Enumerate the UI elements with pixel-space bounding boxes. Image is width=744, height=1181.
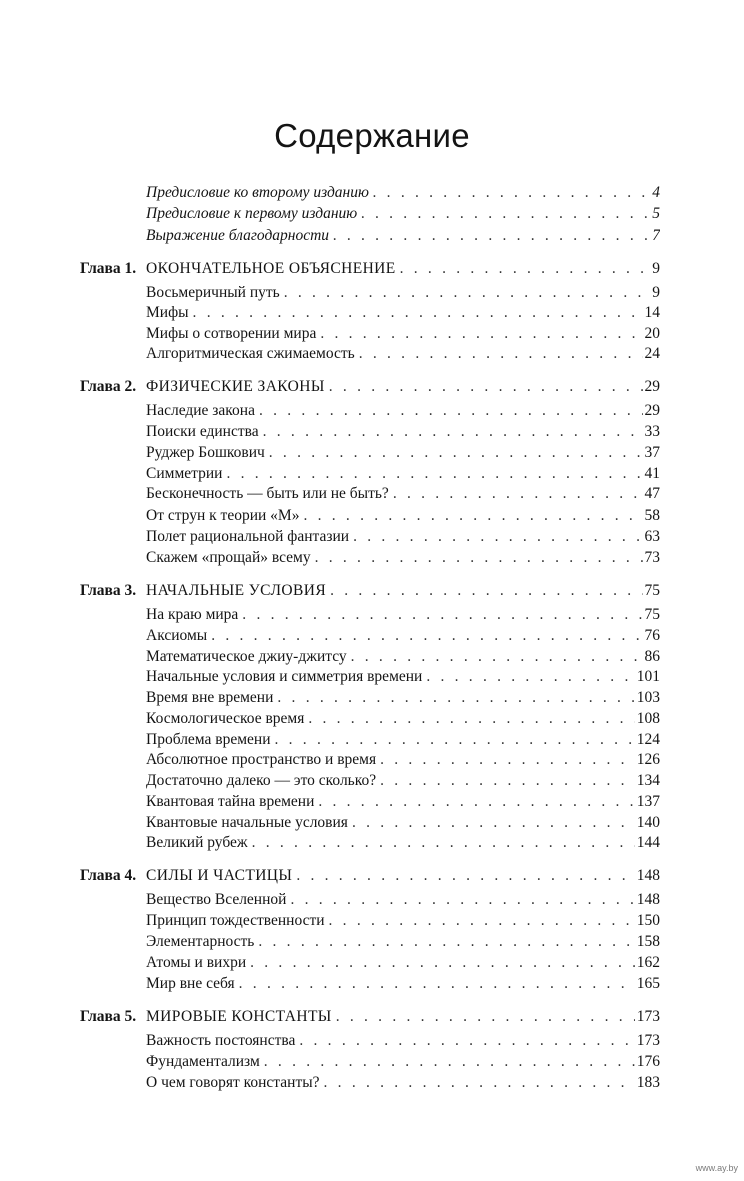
toc-section-entry[interactable] [146, 792, 660, 812]
toc-entry-page: 144 [636, 834, 660, 851]
toc-entry-page: 9 [652, 284, 660, 301]
toc-entry-page: 33 [644, 423, 660, 440]
chapter-number: Глава 2. [80, 378, 137, 395]
dot-leader [329, 911, 635, 931]
toc-entry-label: Скажем «прощай» всему [146, 549, 311, 566]
chapter-number: Глава 4. [80, 867, 137, 884]
chapter-title: ФИЗИЧЕСКИЕ ЗАКОНЫ [146, 378, 325, 395]
toc-entry-page: 108 [636, 710, 660, 727]
toc-entry-page: 76 [644, 627, 660, 644]
toc-section-entry[interactable] [146, 422, 660, 442]
dot-leader [380, 750, 635, 770]
toc-entry-label: Алгоритмическая сжимаемость [146, 345, 355, 362]
toc-entry-page: 63 [644, 528, 660, 545]
toc-entry-label: Абсолютное пространство и время [146, 751, 377, 768]
toc-entry-page: 58 [644, 507, 660, 524]
chapter-title: МИРОВЫЕ КОНСТАНТЫ [146, 1008, 332, 1025]
toc-entry-page: 137 [636, 793, 660, 810]
toc-preface-entry[interactable] [146, 226, 660, 246]
toc-section-entry[interactable] [146, 890, 660, 910]
chapter-number: Глава 1. [80, 260, 137, 277]
toc-entry-label: Элементарность [146, 933, 255, 950]
toc-chapter-entry[interactable] [146, 1007, 660, 1027]
toc-entry-label: Мир вне себя [146, 975, 235, 992]
toc-entry-page: 148 [636, 867, 660, 884]
toc-entry-page: 37 [644, 444, 660, 461]
toc-section-entry[interactable] [146, 283, 660, 303]
dot-leader [373, 183, 650, 203]
dot-leader [324, 1073, 635, 1093]
toc-entry-label: Предисловие к первому изданию [146, 205, 358, 222]
dot-leader [380, 771, 635, 791]
toc-section-entry[interactable] [146, 324, 660, 344]
toc-entry-label: Время вне времени [146, 689, 274, 706]
toc-entry-label: Наследие закона [146, 402, 255, 419]
toc-section-entry[interactable] [146, 647, 660, 667]
dot-leader [296, 866, 634, 886]
dot-leader [259, 401, 643, 421]
toc-section-entry[interactable] [146, 771, 660, 791]
toc-section-entry[interactable] [146, 1031, 660, 1051]
watermark: www.ay.by [695, 1163, 738, 1173]
dot-leader [330, 581, 642, 601]
chapter-title: НАЧАЛЬНЫЕ УСЛОВИЯ [146, 582, 327, 599]
toc-section-entry[interactable] [146, 953, 660, 973]
toc-section-entry[interactable] [146, 688, 660, 708]
toc-entry-label: Восьмеричный путь [146, 284, 280, 301]
toc-entry-label: Выражение благодарности [146, 227, 330, 244]
toc-entry-page: 24 [644, 345, 660, 362]
toc-entry-label: Аксиомы [146, 627, 208, 644]
toc-entry-page: 124 [636, 731, 660, 748]
dot-leader [290, 890, 634, 910]
toc-section-entry[interactable] [146, 443, 660, 463]
toc-entry-label: Великий рубеж [146, 834, 248, 851]
toc-entry-label: Предисловие ко второму изданию [146, 184, 369, 201]
toc-entry-page: 29 [644, 378, 660, 395]
toc-section-entry[interactable] [146, 527, 660, 547]
dot-leader [263, 422, 643, 442]
toc-entry-page: 173 [636, 1032, 660, 1049]
toc-chapter-entry[interactable] [146, 581, 660, 601]
toc-entry-label: Вещество Вселенной [146, 891, 287, 908]
toc-section-entry[interactable] [146, 709, 660, 729]
dot-leader [264, 1052, 635, 1072]
toc-entry-page: 20 [644, 325, 660, 342]
dot-leader [258, 932, 634, 952]
toc-section-entry[interactable] [146, 626, 660, 646]
toc-preface-entry[interactable] [146, 204, 660, 224]
toc-section-entry[interactable] [146, 506, 660, 526]
toc-entry-page: 9 [652, 260, 660, 277]
dot-leader [303, 506, 642, 526]
toc-entry-page: 14 [644, 304, 660, 321]
dot-leader [252, 833, 635, 853]
toc-section-entry[interactable] [146, 303, 660, 323]
toc-entry-page: 103 [636, 689, 660, 706]
dot-leader [275, 730, 635, 750]
chapter-number: Глава 5. [80, 1008, 137, 1025]
dot-leader [277, 688, 634, 708]
toc-entry-page: 162 [636, 954, 660, 971]
dot-leader [400, 259, 651, 279]
toc-section-entry[interactable] [146, 667, 660, 687]
toc-entry-page: 148 [636, 891, 660, 908]
toc-entry-page: 101 [636, 668, 660, 685]
dot-leader [359, 344, 643, 364]
toc-entry-label: Полет рациональной фантазии [146, 528, 350, 545]
toc-entry-label: Квантовая тайна времени [146, 793, 315, 810]
dot-leader [193, 303, 643, 323]
dot-leader [211, 626, 642, 646]
toc-section-entry[interactable] [146, 813, 660, 833]
dot-leader [361, 204, 650, 224]
toc-chapter-entry[interactable] [146, 259, 660, 279]
toc-entry-page: 165 [636, 975, 660, 992]
toc-section-entry[interactable] [146, 1073, 660, 1093]
dot-leader [351, 647, 643, 667]
dot-leader [336, 1007, 635, 1027]
toc-section-entry[interactable] [146, 548, 660, 568]
toc-entry-label: Мифы о сотворении мира [146, 325, 317, 342]
toc-section-entry[interactable] [146, 974, 660, 994]
toc-section-entry[interactable] [146, 401, 660, 421]
toc-entry-label: На краю мира [146, 606, 239, 623]
toc-entry-label: Атомы и вихри [146, 954, 247, 971]
toc-entry-label: Космологическое время [146, 710, 305, 727]
toc-entry-page: 140 [636, 814, 660, 831]
toc-entry-label: От струн к теории «М» [146, 507, 300, 524]
toc-entry-page: 126 [636, 751, 660, 768]
dot-leader [250, 953, 635, 973]
toc-entry-page: 4 [652, 184, 660, 201]
toc-entry-label: Начальные условия и симметрия времени [146, 668, 423, 685]
dot-leader [239, 974, 635, 994]
chapter-title: СИЛЫ И ЧАСТИЦЫ [146, 867, 293, 884]
toc-entry-label: Математическое джиу-джитсу [146, 648, 347, 665]
toc-entry-label: Квантовые начальные условия [146, 814, 348, 831]
toc-entry-page: 47 [644, 485, 660, 502]
toc-section-entry[interactable] [146, 750, 660, 770]
dot-leader [269, 443, 643, 463]
dot-leader [284, 283, 651, 303]
dot-leader [299, 1031, 634, 1051]
toc-section-entry[interactable] [146, 932, 660, 952]
dot-leader [242, 605, 642, 625]
toc-chapter-entry[interactable] [146, 866, 660, 886]
toc-entry-page: 73 [644, 549, 660, 566]
toc-section-entry[interactable] [146, 464, 660, 484]
toc-section-entry[interactable] [146, 730, 660, 750]
toc-entry-label: Принцип тождественности [146, 912, 325, 929]
dot-leader [315, 548, 643, 568]
toc-entry-page: 158 [636, 933, 660, 950]
chapter-number: Глава 3. [80, 582, 137, 599]
toc-entry-label: Важность постоянства [146, 1032, 296, 1049]
toc-entry-label: О чем говорят константы? [146, 1074, 320, 1091]
dot-leader [333, 226, 650, 246]
toc-section-entry[interactable] [146, 344, 660, 364]
toc-entry-page: 183 [636, 1074, 660, 1091]
chapter-title: ОКОНЧАТЕЛЬНОЕ ОБЪЯСНЕНИЕ [146, 260, 396, 277]
toc-entry-page: 150 [636, 912, 660, 929]
toc-entry-page: 29 [644, 402, 660, 419]
toc-chapter-entry[interactable] [146, 377, 660, 397]
toc-entry-page: 134 [636, 772, 660, 789]
toc-section-entry[interactable] [146, 1052, 660, 1072]
toc-entry-label: Проблема времени [146, 731, 271, 748]
toc-entry-page: 41 [644, 465, 660, 482]
toc-section-entry[interactable] [146, 484, 660, 504]
dot-leader [426, 667, 634, 687]
dot-leader [320, 324, 642, 344]
toc-section-entry[interactable] [146, 605, 660, 625]
dot-leader [393, 484, 643, 504]
toc-entry-label: Мифы [146, 304, 189, 321]
toc-entry-label: Поиски единства [146, 423, 259, 440]
page-title: Содержание [274, 117, 470, 154]
dot-leader [308, 709, 634, 729]
toc-entry-label: Симметрии [146, 465, 223, 482]
toc-entry-label: Достаточно далеко — это сколько? [146, 772, 377, 789]
toc-entry-label: Фундаментализм [146, 1053, 260, 1070]
toc-entry-page: 5 [652, 205, 660, 222]
toc-preface-entry[interactable] [146, 183, 660, 203]
toc-entry-page: 86 [644, 648, 660, 665]
dot-leader [318, 792, 634, 812]
toc-entry-page: 75 [644, 606, 660, 623]
toc-entry-label: Руджер Бошкович [146, 444, 265, 461]
toc-entry-page: 75 [644, 582, 660, 599]
dot-leader [352, 813, 635, 833]
toc-section-entry[interactable] [146, 833, 660, 853]
dot-leader [353, 527, 642, 547]
toc-entry-label: Бесконечность — быть или не быть? [146, 485, 389, 502]
dot-leader [226, 464, 642, 484]
toc-entry-page: 176 [636, 1053, 660, 1070]
toc-entry-page: 7 [652, 227, 660, 244]
dot-leader [329, 377, 643, 397]
toc-section-entry[interactable] [146, 911, 660, 931]
toc-entry-page: 173 [636, 1008, 660, 1025]
